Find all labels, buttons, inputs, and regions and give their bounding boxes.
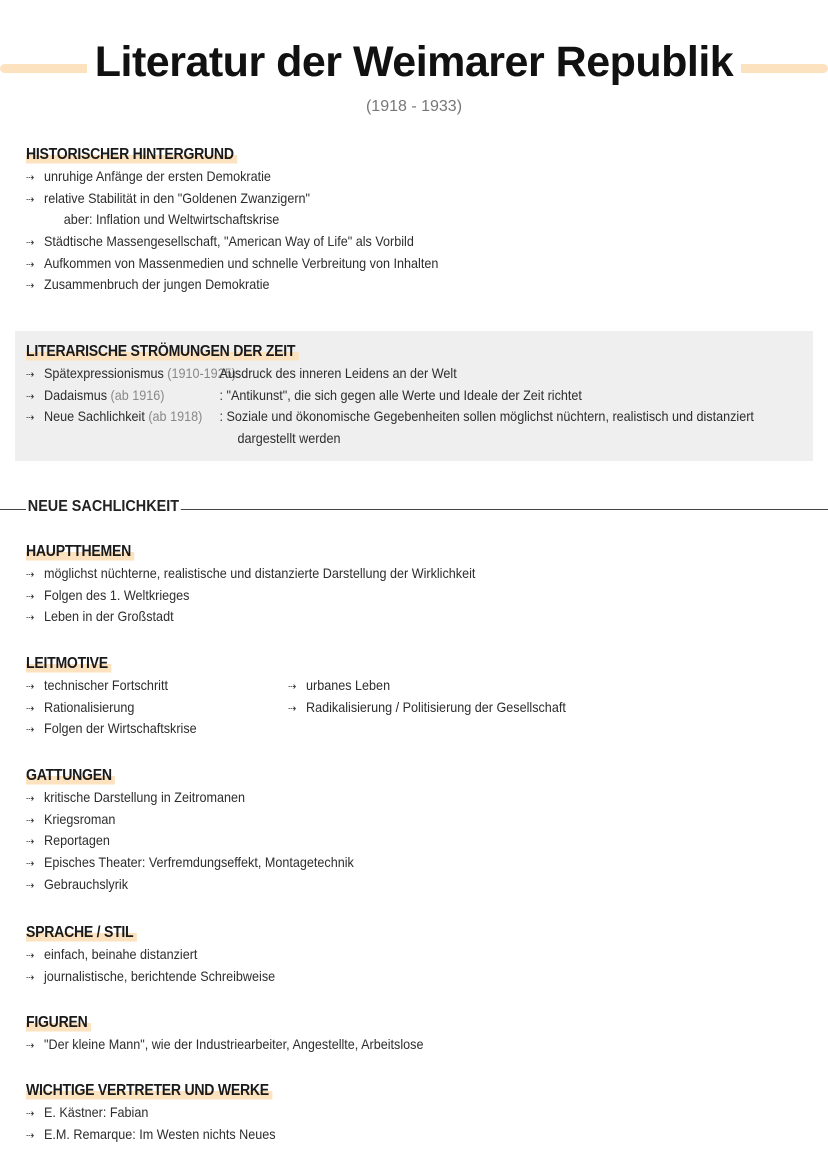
list-item xyxy=(26,274,734,296)
movement-desc: Ausdruck des inneren Leidens an der Welt xyxy=(219,365,457,381)
section-literarische-stroemungen xyxy=(26,341,813,450)
movement-period: (ab 1916) xyxy=(110,386,165,403)
list-item xyxy=(26,966,734,988)
list-item xyxy=(26,944,734,966)
movement-desc: : Soziale und ökonomische Gegebenheiten sollen möglichst nüchtern, realistisch und distanziert xyxy=(219,408,754,425)
list-item xyxy=(26,1124,734,1146)
arrow-icon: ⇢ xyxy=(26,258,35,271)
arrow-icon: ⇢ xyxy=(26,793,35,805)
arrow-icon: ⇢ xyxy=(26,280,35,293)
list-item-text: "Der kleine Mann", wie der Industriearbeiter, Angestellte, Arbeitslose xyxy=(44,1036,424,1052)
list-item-text: Rationalisierung xyxy=(44,698,135,715)
list-item-text: Leben in der Großstadt xyxy=(44,608,174,625)
arrow-icon: ⇢ xyxy=(26,858,35,871)
list-item-text: relative Stabilität in den "Goldenen Zwanzigern" xyxy=(44,189,311,206)
movement-period: (1910-1925): xyxy=(167,365,240,381)
section-heading: FIGUREN xyxy=(26,1012,91,1034)
list-item xyxy=(26,385,734,407)
list-item xyxy=(26,563,734,585)
arrow-icon: ⇢ xyxy=(26,879,35,892)
section-heading: SPRACHE / STIL xyxy=(26,922,137,944)
arrow-icon: ⇢ xyxy=(26,702,35,715)
list-item xyxy=(26,852,734,874)
list-item xyxy=(26,718,734,740)
list-item-text: Städtische Massengesellschaft, "American Way of Life" als Vorbild xyxy=(44,233,414,250)
list-item xyxy=(26,231,734,253)
leitmotive-column-2 xyxy=(288,675,597,718)
section-heading: HISTORISCHER HINTERGRUND xyxy=(26,144,237,166)
list-item-text: Gebrauchslyrik xyxy=(44,875,129,892)
arrow-icon: ⇢ xyxy=(26,193,35,206)
section-historischer-hintergrund xyxy=(26,144,813,296)
list-item-text: Kriegsroman xyxy=(44,810,116,827)
list-item-text: Radikalisierung / Politisierung der Gesellschaft xyxy=(306,698,566,715)
section-heading: LEITMOTIVE xyxy=(26,653,111,675)
movement-name: Dadaismus xyxy=(44,386,108,403)
list-item xyxy=(26,253,734,275)
list-item-text: Zusammenbruch der jungen Demokratie xyxy=(44,276,270,293)
page-title xyxy=(0,38,828,87)
page-subtitle: (1918 - 1933) xyxy=(365,98,463,115)
list-item-text: Folgen des 1. Weltkrieges xyxy=(44,586,190,603)
list-item xyxy=(288,675,566,697)
list-item-text: E. Kästner: Fabian xyxy=(44,1104,149,1120)
list-item-text: E.M. Remarque: Im Westen nichts Neues xyxy=(44,1125,276,1142)
section-sprache-stil xyxy=(26,922,813,987)
section-vertreter-werke xyxy=(26,1080,813,1145)
list-item-text: Episches Theater: Verfremdungseffekt, Montagetechnik xyxy=(44,854,354,871)
arrow-icon: ⇢ xyxy=(26,237,35,250)
arrow-icon: ⇢ xyxy=(26,681,35,693)
divider-label: NEUE SACHLICHKEIT xyxy=(27,498,180,515)
section-heading: HAUPTTHEMEN xyxy=(26,541,135,563)
arrow-icon: ⇢ xyxy=(26,1129,35,1142)
movement-desc: : "Antikunst", die sich gegen alle Werte und Ideale der Zeit richtet xyxy=(219,386,582,403)
arrow-icon: ⇢ xyxy=(26,814,35,827)
arrow-icon: ⇢ xyxy=(288,702,297,715)
arrow-icon: ⇢ xyxy=(26,724,35,737)
page-title-text: Literatur der Weimarer Republik xyxy=(87,38,741,86)
arrow-icon: ⇢ xyxy=(26,950,35,962)
section-leitmotive xyxy=(26,653,813,740)
section-heading: LITERARISCHE STRÖMUNGEN DER ZEIT xyxy=(26,341,299,363)
list-item-text: kritische Darstellung in Zeitromanen xyxy=(44,789,245,805)
list-item-text: einfach, beinahe distanziert xyxy=(44,946,198,962)
list-item-text: technischer Fortschritt xyxy=(44,677,168,693)
arrow-icon: ⇢ xyxy=(26,971,35,984)
arrow-icon: ⇢ xyxy=(26,590,35,603)
movement-name: Spätexpressionismus xyxy=(44,365,164,381)
section-gattungen xyxy=(26,765,813,895)
arrow-icon: ⇢ xyxy=(26,172,35,184)
list-item xyxy=(26,406,754,428)
list-item-text: Aufkommen von Massenmedien und schnelle Verbreitung von Inhalten xyxy=(44,254,439,271)
movement-desc-continued: dargestellt werden xyxy=(237,430,341,447)
list-item xyxy=(26,188,734,210)
list-item xyxy=(26,874,734,896)
list-subitem: aber: Inflation und Weltwirtschaftskrise xyxy=(63,211,280,228)
movement-label xyxy=(26,406,220,428)
section-figuren xyxy=(26,1012,813,1056)
arrow-icon: ⇢ xyxy=(26,1108,35,1120)
movement-label xyxy=(26,385,220,407)
arrow-icon: ⇢ xyxy=(26,836,35,849)
list-item xyxy=(26,787,734,809)
movement-name: Neue Sachlichkeit xyxy=(44,408,145,425)
list-item-text: Folgen der Wirtschaftskrise xyxy=(44,720,197,737)
list-item xyxy=(26,585,734,607)
arrow-icon: ⇢ xyxy=(26,369,35,381)
list-item-text: Reportagen xyxy=(44,832,110,849)
list-item xyxy=(26,606,734,628)
section-hauptthemen xyxy=(26,541,813,628)
section-heading: GATTUNGEN xyxy=(26,765,115,787)
arrow-icon: ⇢ xyxy=(26,412,35,425)
movement-period: (ab 1918) xyxy=(148,408,203,425)
section-heading: WICHTIGE VERTRETER UND WERKE xyxy=(26,1080,272,1102)
list-item-text: möglichst nüchterne, realistische und distanzierte Darstellung der Wirklichkeit xyxy=(44,565,476,581)
list-item xyxy=(26,363,734,385)
arrow-icon: ⇢ xyxy=(26,569,35,581)
movement-label xyxy=(26,363,240,385)
arrow-icon: ⇢ xyxy=(26,1040,35,1052)
list-item-text: unruhige Anfänge der ersten Demokratie xyxy=(44,168,271,184)
list-item xyxy=(26,830,734,852)
list-item xyxy=(26,166,734,188)
list-item xyxy=(26,1102,734,1124)
list-item xyxy=(26,809,734,831)
arrow-icon: ⇢ xyxy=(288,681,297,693)
list-item-text: urbanes Leben xyxy=(306,677,391,693)
arrow-icon: ⇢ xyxy=(26,390,35,403)
list-item xyxy=(26,1034,734,1056)
list-item-text: journalistische, berichtende Schreibweise xyxy=(44,967,276,984)
arrow-icon: ⇢ xyxy=(26,612,35,625)
list-item xyxy=(288,697,566,719)
